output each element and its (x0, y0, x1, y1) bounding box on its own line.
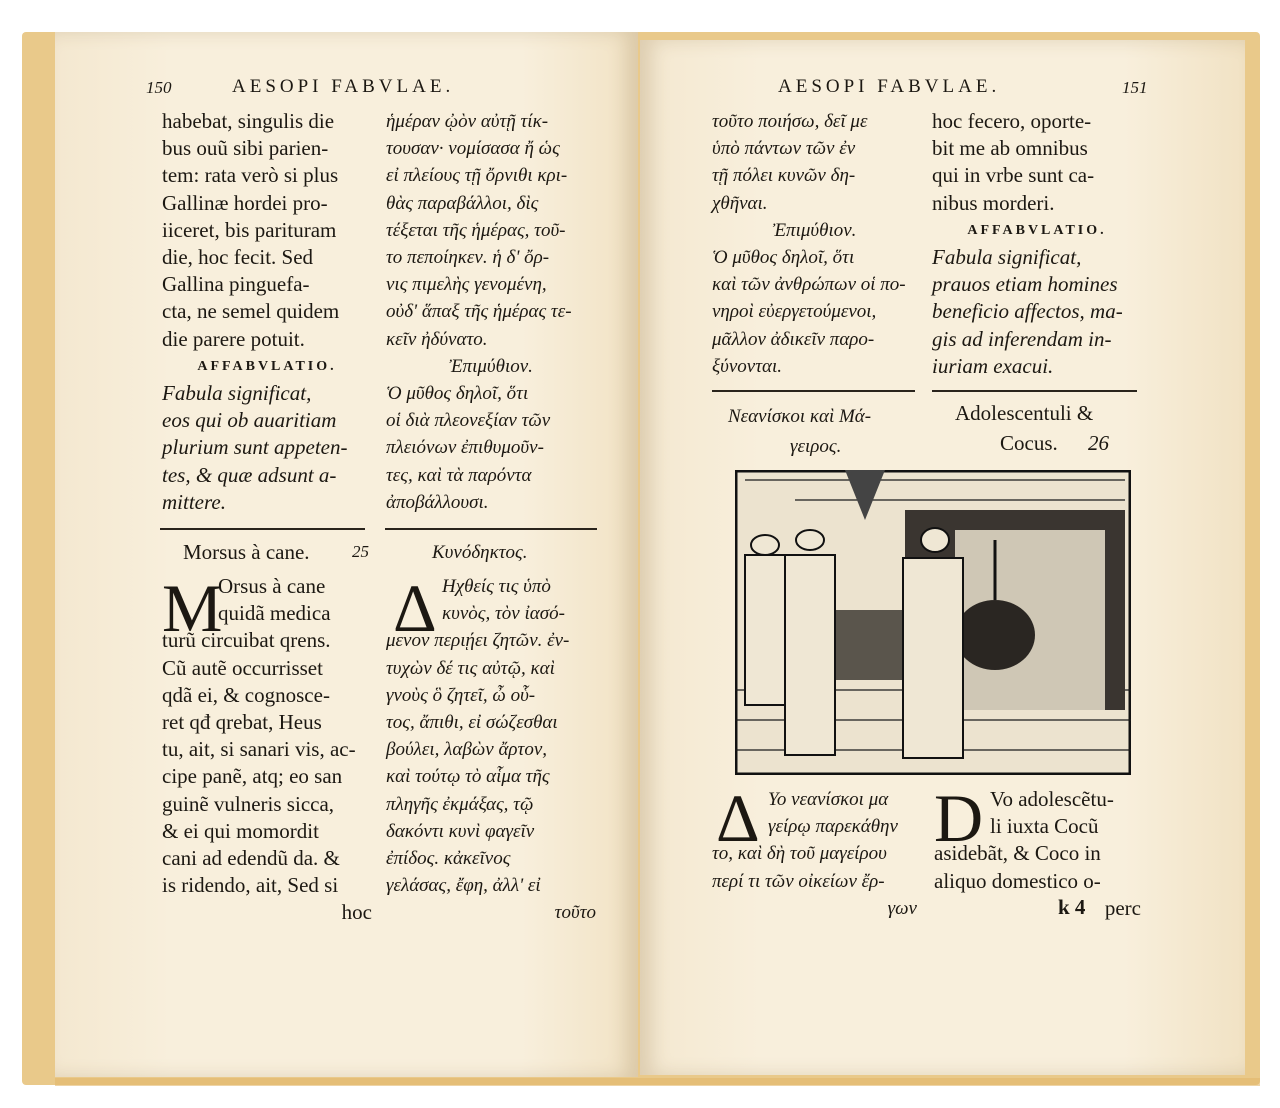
text-line: li iuxta Cocũ (990, 814, 1099, 839)
signature-mark: k 4 (1058, 895, 1086, 919)
text-line: die, hoc fecit. Sed (162, 245, 314, 270)
divider (932, 390, 1137, 392)
text-line: Ὁ μῦθος δηλοῖ, ὅτι (712, 247, 855, 269)
drop-cap-latin-right: D (934, 780, 984, 856)
woodcut-illustration-kitchen (735, 470, 1131, 775)
text-line: gis ad inferendam in- (932, 326, 1112, 351)
text-line: κεῖν ἠδύνατο. (386, 328, 488, 350)
text-line: τουσαν· νομίσασα ἤ ὡς (386, 138, 560, 160)
fable-title-greek-right (728, 402, 871, 462)
text-line: τυχὼν δέ τις αὐτῷ, καὶ (386, 657, 555, 679)
text-line: Gallina pinguefa- (162, 272, 310, 297)
text-line: τέξεται τῆς ἡμέρας, τοῦ- (386, 219, 566, 241)
text-line: Cũ autẽ occurrisset (162, 655, 323, 680)
text-line: το, καὶ δὴ τοῦ μαγείρου (712, 843, 887, 865)
text-line: καὶ τῶν ἀνθρώπων οἱ πο- (712, 274, 906, 296)
text-line: qdã ei, & cognosce- (162, 682, 330, 707)
text-line: Υο νεανίσκοι μα (768, 789, 889, 810)
text-line: γείρῳ παρεκάθην (768, 816, 898, 838)
text-line: ξύνονται. (712, 355, 783, 377)
text-line: Gallinæ hordei pro- (162, 190, 328, 215)
running-head-right: AESOPI FABVLAE. (778, 76, 1001, 97)
fable-title-greek: Κυνόδηκτος. (432, 542, 528, 563)
greek-column-top-left (386, 108, 596, 516)
text-line: turũ circuibat qrens. (162, 628, 331, 653)
text-line: mittere. (162, 489, 226, 514)
text-line: & ei qui momordit (162, 818, 319, 843)
text-line: qui in vrbe sunt ca- (932, 163, 1095, 188)
text-line: τος, ἄπιθι, εἰ σώζεσθαι (386, 712, 558, 734)
text-line: bus ouũ sibi parien- (162, 136, 329, 161)
text-line: asidebãt, & Coco in (934, 841, 1101, 866)
text-line: το πεποίηκεν. ἡ δ' ὄρ- (386, 247, 550, 269)
drop-cap-greek: Δ (393, 570, 437, 646)
section-heading: AFFABVLATIO. (967, 222, 1107, 238)
text-line: χθῆναι. (712, 192, 768, 214)
page-edges (55, 1078, 1260, 1086)
text-line: θὰς παραβάλλοι, δὶς (386, 192, 539, 214)
text-line: eos qui ob auaritiam (162, 408, 337, 433)
text-line: κυνὸς, τὸν ἰασό- (442, 603, 565, 625)
text-line: ret qđ qrebat, Heus (162, 710, 322, 735)
text-line: perc (1104, 895, 1141, 920)
text-line: οἱ διὰ πλεονεξίαν τῶν (386, 410, 551, 432)
text-line: δακόντι κυνὶ φαγεῖν (386, 820, 535, 842)
title-line: Νεανίσκοι καὶ Μά- (728, 406, 872, 427)
title-line: Adolescentuli & (955, 401, 1094, 425)
greek-column-top-right (712, 108, 917, 380)
text-line: ἡμέραν ᾠὸν αὐτῇ τίκ- (386, 111, 549, 132)
text-line: Orsus à cane (218, 574, 326, 598)
text-line: βούλει, λαβὼν ἄρτον, (386, 739, 548, 761)
text-line: iiceret, bis parituram (162, 217, 337, 242)
divider (712, 390, 915, 392)
text-line: bit me ab omnibus (932, 136, 1088, 161)
text-line: Ὁ μῦθος δηλοῖ, ὅτι (386, 383, 529, 405)
text-line: nibus morderi. (932, 190, 1055, 215)
fable-number: 26 (1088, 431, 1109, 455)
text-line: ὑπὸ πάντων τῶν ἐν (712, 138, 856, 160)
text-line: cipe panẽ, atq; eo san (162, 764, 343, 789)
text-line: plurium sunt appeten- (162, 435, 348, 460)
text-line: εἰ πλείους τῇ ὄρνιθι κρι- (386, 165, 568, 187)
text-line: hoc (341, 900, 372, 925)
text-line: Ἐπιμύθιον. (772, 219, 857, 241)
text-line: iuriam exacui. (932, 353, 1054, 378)
section-heading: AFFABVLATIO. (197, 358, 337, 374)
latin-column-top-right (932, 108, 1142, 380)
text-line: aliquo domestico o- (934, 868, 1101, 893)
drop-cap-greek-right: Δ (716, 780, 760, 856)
text-line: ἐπίδος. κἀκεῖνος (386, 848, 511, 870)
text-line: beneficio affectos, ma- (932, 299, 1123, 324)
text-line: νηροὶ εὐεργετούμενοι, (712, 301, 877, 323)
text-line: οὐδ' ἅπαξ τῆς ἡμέρας τε- (386, 301, 572, 323)
title-line: γειρος. (790, 436, 842, 457)
text-line: πληγῆς ἐκμάξας, τῷ (386, 793, 534, 815)
text-line: tem: rata verò si plus (162, 163, 339, 188)
page-number-left: 150 (146, 78, 172, 97)
text-line: πλειόνων ἐπιθυμοῦν- (386, 437, 544, 459)
text-line: νις πιμελὴς γενομένη, (386, 274, 547, 296)
text-line: is ridendo, ait, Sed si (162, 873, 339, 898)
latin-column-bottom-right (934, 780, 1141, 922)
text-line: τοῦτο ποιήσω, δεῖ με (712, 111, 868, 132)
text-line: γελάσας, ἔφη, ἀλλ' εἰ (386, 875, 541, 897)
text-line: tu, ait, si sanari vis, ac- (162, 737, 356, 762)
divider (160, 528, 365, 530)
text-line: Fabula significat, (932, 245, 1082, 270)
page-number-right: 151 (1122, 78, 1148, 97)
text-line: ἀποβάλλουσι. (386, 491, 489, 513)
title-line: Cocus. (1000, 431, 1058, 455)
text-line: τες, καὶ τὰ παρόντα (386, 464, 532, 486)
text-line: μᾶλλον ἀδικεῖν παρο- (712, 328, 875, 350)
latin-column-top-left (162, 108, 372, 516)
fable-title-latin: Morsus à cane. (183, 540, 310, 564)
text-line: τοῦτο (554, 902, 596, 924)
text-line: Ἐπιμύθιον. (449, 355, 533, 377)
fable-number: 25 (352, 542, 369, 561)
text-line: περί τι τῶν οἰκείων ἔρ- (712, 870, 885, 892)
running-head-left: AESOPI FABVLAE. (232, 76, 455, 97)
greek-column-bottom-left (386, 570, 596, 927)
latin-column-bottom-left (162, 570, 372, 927)
text-line: γνοὺς ὃ ζητεῖ, ὦ οὗ- (386, 684, 536, 706)
text-line: habebat, singulis die (162, 109, 335, 133)
text-line: guinẽ vulneris sicca, (162, 791, 335, 816)
greek-column-bottom-right (712, 780, 917, 922)
text-line: γων (887, 897, 917, 919)
text-line: quidã medica (218, 601, 331, 626)
text-line: hoc fecero, oporte- (932, 109, 1092, 133)
text-line: Fabula significat, (162, 381, 312, 406)
divider (385, 528, 597, 530)
text-line: μενον περιῄει ζητῶν. ἐν- (386, 630, 570, 652)
drop-cap-latin: M (162, 570, 223, 646)
text-line: Ηχθείς τις ὑπὸ (442, 576, 551, 597)
text-line: cani ad edendũ da. & (162, 846, 340, 871)
text-line: τῇ πόλει κυνῶν δη- (712, 165, 856, 187)
text-line: Vo adolescẽtu- (990, 787, 1114, 811)
text-line: καὶ τούτῳ τὸ αἷμα τῆς (386, 766, 550, 788)
text-line: tes, & quæ adsunt a- (162, 462, 337, 487)
text-line: die parere potuit. (162, 326, 305, 351)
text-line: cta, ne semel quidem (162, 299, 340, 324)
fable-title-latin-right (955, 398, 1109, 458)
text-line: prauos etiam homines (932, 272, 1118, 297)
